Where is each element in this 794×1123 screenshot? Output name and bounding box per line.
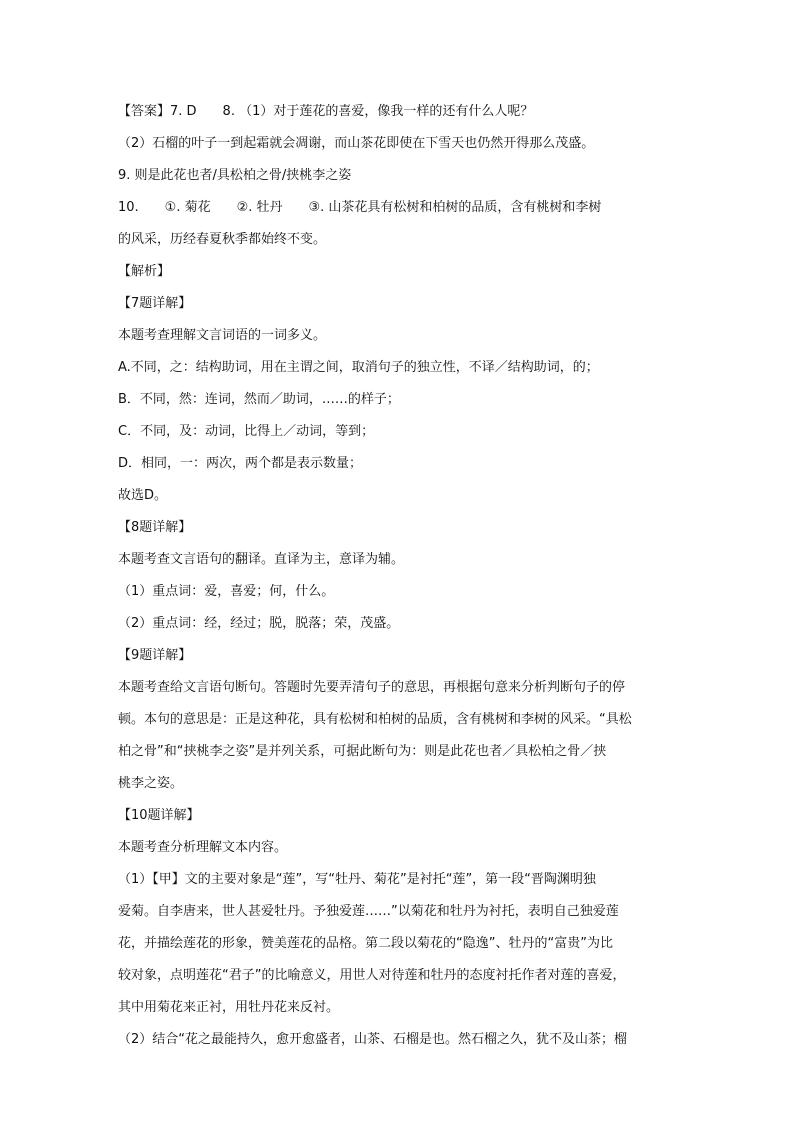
answer-10: 10. ①. 菊花 ②. 牡丹 ③. 山茶花具有松树和柏树的品质，含有桃树和李树 (118, 200, 602, 215)
q7-intro: 本题考查理解文言词语的一词多义。 (118, 328, 327, 343)
q7-option-c: C．不同，及：动词，比得上／动词，等到； (118, 424, 375, 439)
q10-body-5: 其中用菊花来正衬，用牡丹花来反衬。 (118, 1000, 340, 1015)
q7-option-d: D．相同，一：两次，两个都是表示数量； (118, 456, 363, 471)
q10-body-4: 较对象，点明莲花“君子”的比喻意义，用世人对待莲和牡丹的态度衬托作者对莲的喜爱， (118, 968, 626, 983)
q10-body-1: （1）【甲】文的主要对象是“莲”，写“牡丹、菊花”是衬托“莲”，第一段“晋陶渊明独 (118, 872, 596, 887)
q10-body-3: 花，并描绘莲花的形象，赞美莲花的品格。第二段以菊花的“隐逸”、牡丹的“富贵”为比 (118, 936, 613, 951)
q8-point-2: （2）重点词：经，经过；脱，脱落；荣，茂盛。 (118, 616, 400, 631)
answer-9: 9. 则是此花也者/具松柏之骨/挟桃李之姿 (118, 168, 352, 183)
q9-body-4: 桃李之姿。 (118, 776, 184, 791)
q10-body-6: （2）结合“花之最能持久，愈开愈盛者，山茶、石榴是也。然石榴之久，犹不及山茶；榴 (118, 1032, 628, 1047)
q9-body-3: 柏之骨”和“挟桃李之姿”是并列关系，可据此断句为：则是此花也者／具松柏之骨／挟 (118, 744, 607, 759)
q7-option-a: A.不同，之：结构助词，用在主谓之间，取消句子的独立性，不译／结构助词，的； (118, 360, 599, 375)
q8-heading: 【8题详解】 (118, 520, 192, 535)
q8-intro: 本题考查文言语句的翻译。直译为主，意译为辅。 (118, 552, 405, 567)
q7-conclusion: 故选D。 (118, 488, 168, 503)
analysis-heading: 【解析】 (118, 264, 171, 279)
answer-8-2: （2）石榴的叶子一到起霜就会凋谢，而山茶花即使在下雪天也仍然开得那么茂盛。 (118, 136, 595, 151)
q10-body-2: 爱菊。自李唐来，世人甚爱牡丹。予独爱莲……”以菊花和牡丹为衬托，表明自己独爱莲 (118, 904, 619, 919)
q9-body-2: 顿。本句的意思是：正是这种花，具有松树和柏树的品质，含有桃树和李树的风采。“具松 (118, 712, 632, 727)
q7-option-b: B．不同，然：连词，然而／助词，……的样子； (118, 392, 400, 407)
q10-heading: 【10题详解】 (118, 808, 200, 823)
answer-line-7-8: 【答案】7. D 8. （1）对于莲花的喜爱，像我一样的还有什么人呢？ (118, 104, 534, 119)
q7-heading: 【7题详解】 (118, 296, 192, 311)
q9-body-1: 本题考查给文言语句断句。答题时先要弄清句子的意思，再根据句意来分析判断句子的停 (118, 680, 626, 695)
q9-heading: 【9题详解】 (118, 648, 192, 663)
q10-intro: 本题考查分析理解文本内容。 (118, 840, 288, 855)
q8-point-1: （1）重点词：爱，喜爱；何，什么。 (118, 584, 335, 599)
answer-10-cont: 的风采，历经春夏秋季都始终不变。 (118, 232, 327, 247)
